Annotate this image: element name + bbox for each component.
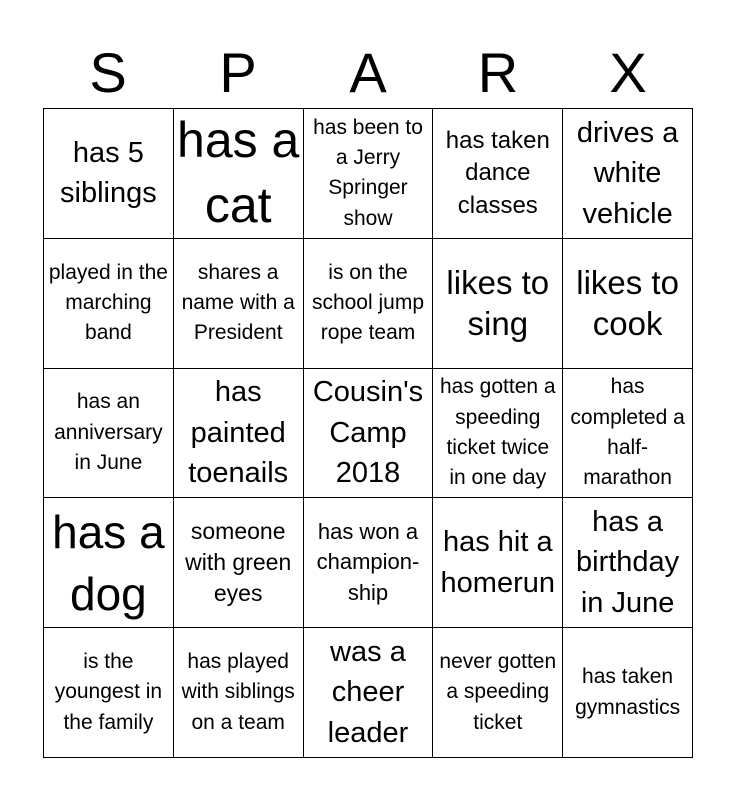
bingo-cell[interactable]: has a birthday in June [563, 498, 693, 628]
bingo-cell[interactable]: has a cat [174, 109, 304, 239]
header-letter-s: S [89, 41, 127, 104]
bingo-cell[interactable]: has hit a homerun [433, 498, 563, 628]
bingo-cell[interactable]: has won a champion-ship [304, 498, 434, 628]
bingo-cell[interactable]: was a cheer leader [304, 628, 434, 758]
bingo-cell[interactable]: has taken dance classes [433, 109, 563, 239]
bingo-cell[interactable]: has 5 siblings [44, 109, 174, 239]
bingo-cell[interactable]: has taken gymnastics [563, 628, 693, 758]
header-letter-r: R [477, 41, 519, 104]
bingo-cell[interactable]: has been to a Jerry Springer show [304, 109, 434, 239]
bingo-cell[interactable]: likes to cook [563, 239, 693, 369]
bingo-board [43, 108, 693, 758]
bingo-cell[interactable]: has gotten a speeding ticket twice in one day [433, 369, 563, 499]
header-letter-x: X [609, 41, 647, 104]
bingo-cell[interactable]: is on the school jump rope team [304, 239, 434, 369]
bingo-cell[interactable]: shares a name with a President [174, 239, 304, 369]
bingo-cell[interactable]: someone with green eyes [174, 498, 304, 628]
bingo-cell[interactable]: has painted toenails [174, 369, 304, 499]
bingo-cell[interactable]: is the youngest in the family [44, 628, 174, 758]
bingo-cell[interactable]: Cousin's Camp 2018 [304, 369, 434, 499]
bingo-cell[interactable]: never gotten a speeding ticket [433, 628, 563, 758]
bingo-cell[interactable]: has played with siblings on a team [174, 628, 304, 758]
bingo-cell[interactable]: likes to sing [433, 239, 563, 369]
bingo-cell[interactable]: has an anniversary in June [44, 369, 174, 499]
header-letter-a: A [349, 41, 387, 104]
bingo-cell[interactable]: has completed a half-marathon [563, 369, 693, 499]
bingo-cell[interactable]: has a dog [44, 498, 174, 628]
header-letter-p: P [219, 41, 257, 104]
bingo-cell[interactable]: drives a white vehicle [563, 109, 693, 239]
bingo-header [43, 38, 693, 108]
bingo-cell[interactable]: played in the marching band [44, 239, 174, 369]
